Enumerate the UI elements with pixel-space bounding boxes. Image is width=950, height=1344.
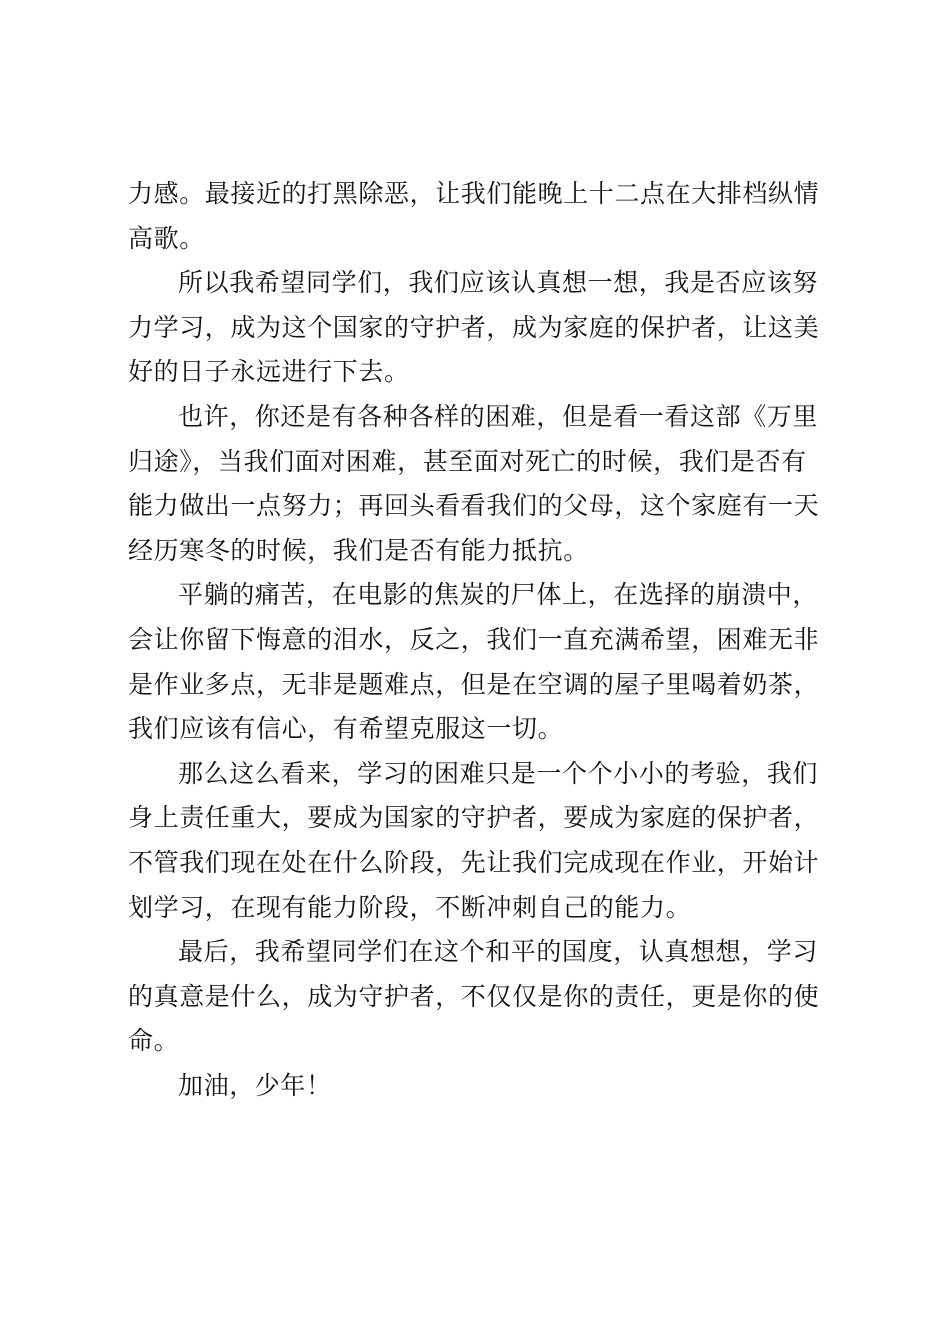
text-line: 身上责任重大，要成为国家的守护者，要成为家庭的保护者，: [128, 803, 820, 833]
text-line: 好的日子永远进行下去。: [128, 357, 410, 387]
text-line: 力感。最接近的打黑除恶，让我们能晚上十二点在大排档纵情: [128, 179, 820, 208]
text-line: 加油，少年！: [178, 1070, 332, 1100]
text-line: 命。: [128, 1026, 180, 1056]
text-line: 高歌。: [128, 223, 205, 253]
text-line: 不管我们现在处在什么阶段，先让我们完成现在作业，开始计: [128, 847, 820, 877]
paragraph-2: [128, 261, 833, 395]
paragraph-1: [128, 172, 833, 261]
paragraph-3: [128, 395, 833, 573]
text-line: 是作业多点，无非是题难点，但是在空调的屋子里喝着奶茶，: [128, 669, 820, 699]
paragraph-6: [128, 930, 833, 1064]
body-text: [128, 172, 833, 1108]
text-line: 平躺的痛苦，在电影的焦炭的尸体上，在选择的崩溃中，: [178, 580, 819, 610]
paragraph-4: [128, 573, 833, 751]
text-line: 最后，我希望同学们在这个和平的国度，认真想想，学习: [178, 937, 819, 967]
text-line: 划学习，在现有能力阶段，不断冲刺自己的能力。: [128, 892, 692, 922]
text-line: 能力做出一点努力；再回头看看我们的父母，这个家庭有一天: [128, 491, 820, 521]
text-line: 也许，你还是有各种各样的困难，但是看一看这部《万里: [178, 401, 819, 431]
text-line: 经历寒冬的时候，我们是否有能力抵抗。: [128, 535, 589, 565]
text-line: 的真意是什么，成为守护者，不仅仅是你的责任，更是你的使: [128, 981, 820, 1011]
text-line: 归途》，当我们面对困难，甚至面对死亡的时候，我们是否有: [128, 446, 807, 476]
paragraph-5: [128, 752, 833, 930]
text-line: 会让你留下悔意的泪水，反之，我们一直充满希望，困难无非: [128, 624, 820, 654]
text-line: 那么这么看来，学习的困难只是一个个小小的考验，我们: [178, 758, 819, 788]
paragraph-7: [128, 1064, 833, 1109]
text-line: 所以我希望同学们，我们应该认真想一想，我是否应该努: [178, 268, 819, 298]
text-line: 我们应该有信心，有希望克服这一切。: [128, 714, 564, 744]
text-line: 力学习，成为这个国家的守护者，成为家庭的保护者，让这美: [128, 312, 820, 342]
